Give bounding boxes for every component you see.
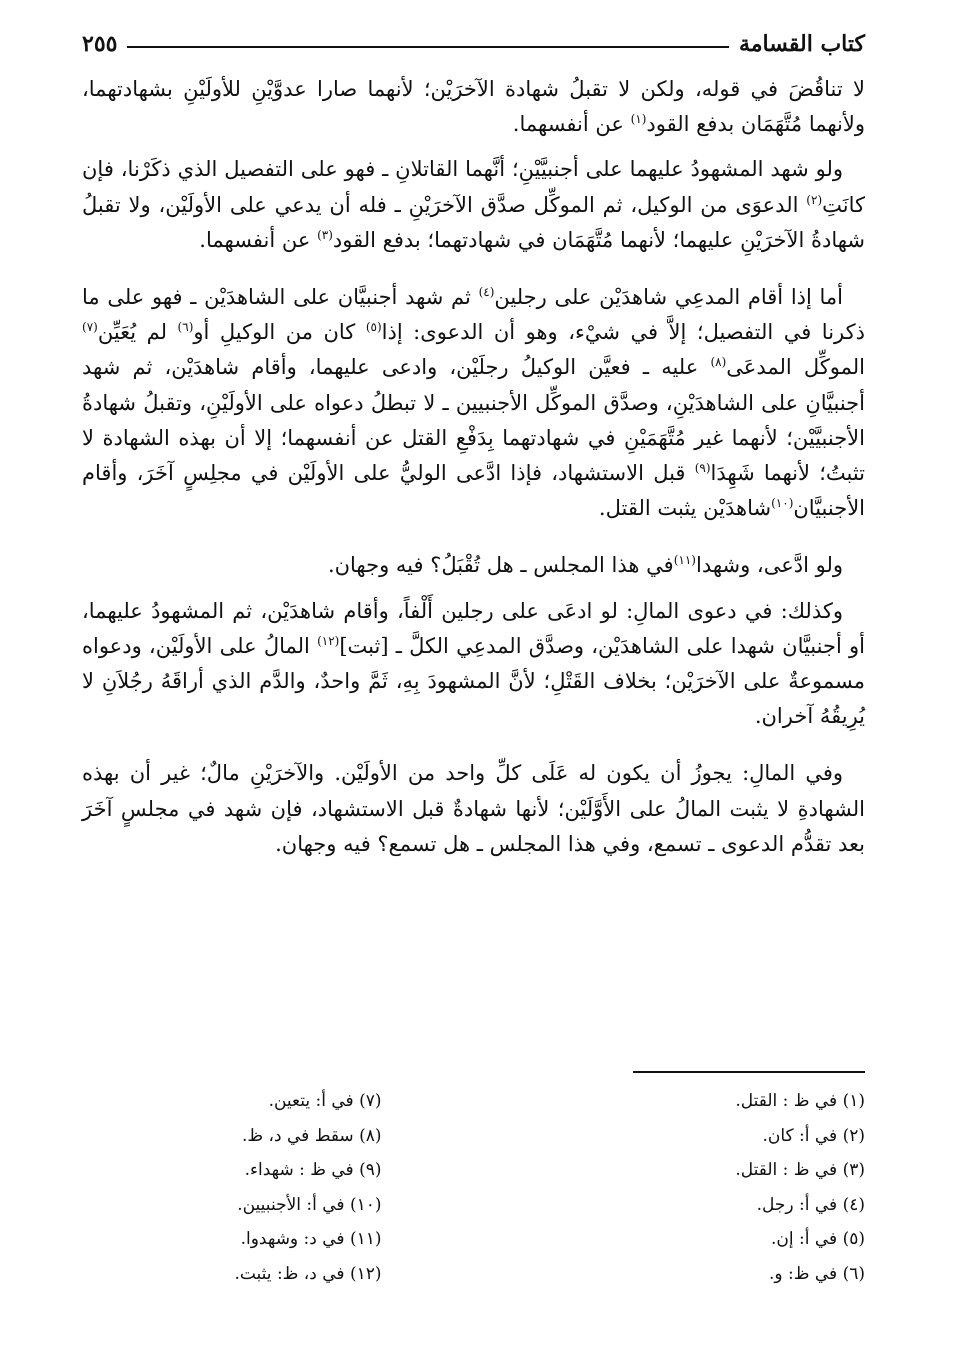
footnote: (٥) في أ: إن.: [771, 1229, 865, 1249]
footnote-separator: [633, 1071, 865, 1073]
paragraph-text: كان من الوكيلِ أو: [193, 320, 366, 345]
paragraph-text: أما إذا أقام المدعِي شاهدَيْن على رجلين: [494, 285, 844, 310]
paragraph-text: الدعوَى من الوكيل، ثم الموكِّل صدَّق الآخرَيْنِ ـ فله أن يدعي على الأولَيْن، ولا تقبلُ شهادةُ الآخرَيْنِ عليهما؛ لأنهما مُتَّهَمَان في شهادتهما؛ بدفع القود: [82, 192, 865, 252]
paragraph-text: لا تناقُضَ في قوله، ولكن لا تقبلُ شهادة الآخرَيْن؛ لأنهما صارا عدوَّيْنِ للأولَيْنِ بشهادتهما، ولأنهما مُتَّهَمَان بدفع القود: [82, 77, 865, 137]
paragraph-text: المالُ على الأولَيْن، ودعواه مسموعةٌ على الآخرَيْن؛ بخلاف القَتْلِ؛ لأنَّ المشهودَ بِهِ، ثَمَّ واحدٌ، والدَّم الذي أراقَهُ رجُلاَنِ لا يُرِيقُهُ آخران.: [82, 633, 865, 729]
footnote: (٨) سقط في د، ظ.: [242, 1125, 382, 1146]
main-text: [82, 72, 865, 862]
paragraph-gap: [82, 526, 865, 548]
footnote-marker: (١): [630, 112, 647, 127]
paragraph-text: ثم شهد أجنبيَّان على الشاهدَيْن ـ فهو على ما ذكرنا في التفصيل؛ إلاَّ في شيْء، وهو أن الدعوى: إذا: [82, 285, 865, 345]
paragraph-text: عليه ـ فعيَّن الوكيلُ رجلَيْن، وادعى عليهما، وأقام شاهدَيْن، ثم شهد أجنبيَّانِ على الشاهدَيْنِ، وصدَّق الموكِّل الأجنبيين ـ لا تبطلُ دعواه على الأولَيْنِ، وتقبلُ شهادةُ الأجنبيَّيْن؛ لأنهما غير مُتَّهَمَيْنِ في شهادتهما بِدَفْعِ القتل عن أنفسهما؛ إلا أن بهذه الشهادة لا تثبتُ؛ لأنهما شَهِدَا: [82, 355, 866, 486]
footnote-marker: (١٠): [771, 496, 794, 511]
footnote: (١١) في د: وشهدوا.: [240, 1229, 382, 1249]
paragraph-text: في هذا المجلس ـ هل تُقْبَلُ؟ فيه وجهان.: [327, 553, 674, 578]
paragraph: [82, 548, 865, 583]
paragraph-text: شاهدَيْن يثبت القتل.: [598, 496, 772, 521]
paragraph: [82, 152, 865, 258]
footnote-marker: (٥): [365, 320, 382, 335]
footnote: (٦) في ظ: و.: [769, 1263, 865, 1284]
paragraph-text: لم يُعَيِّن: [97, 320, 178, 345]
page-number: ٢٥٥: [82, 31, 118, 57]
paragraph-gap: [82, 142, 865, 152]
paragraph-text: وكذلك: في دعوى المالِ: لو ادعَى على رجلين أَلْفاً، وأقام شاهدَيْن، ثم المشهودُ عليهما، أو أجنبيَّان شهدا على الشاهدَيْن، وصدَّق المدعِي الكلَّ ـ [ثبت]: [82, 598, 865, 658]
paragraph-text: الموكِّل المدعَى: [726, 355, 865, 380]
footnote-marker: (٣): [317, 227, 333, 242]
footnote-marker: (٢): [806, 192, 823, 207]
paragraph-gap: [82, 258, 865, 280]
footnote-marker: (٦): [177, 320, 194, 335]
paragraph-text: وفي المالِ: يجوزُ أن يكون له عَلَى كلِّ واحد من الأولَيْن. والآخرَيْنِ مالٌ؛ غير أن بهذه الشهادةِ لا يثبت المالُ على الأَوَّلَيْن؛ لأنها شهادةٌ قبل الاستشهاد، فإن شهد في مجلسٍ آخَرَ بعد تقدُّم الدعوى ـ تسمع، وفي هذا المجلس ـ هل تسمع؟ فيه وجهان.: [82, 761, 865, 856]
footnotes: [82, 1084, 865, 1291]
footnote: (١٢) في د، ظ: يثبت.: [234, 1263, 382, 1284]
book-title: كتاب القسامة: [738, 31, 865, 57]
running-header: [82, 26, 865, 62]
paragraph-text: عن أنفسهما.: [199, 227, 318, 252]
footnote-marker: (٩): [694, 461, 711, 476]
footnote-marker: (١١): [673, 553, 696, 568]
footnote: (٢) في أ: كان.: [762, 1125, 865, 1146]
paragraph: [82, 756, 865, 862]
footnote: (١) في ظ : القتل.: [735, 1091, 865, 1111]
footnote-marker: (٧): [82, 320, 98, 335]
paragraph: [82, 280, 865, 526]
footnote: (١٠) في أ: الأجنبيين.: [237, 1194, 382, 1215]
paragraph: [82, 594, 865, 735]
paragraph-text: ولو ادَّعى، وشهدا: [695, 553, 843, 578]
footnote: (٩) في ظ : شهداء.: [244, 1160, 382, 1180]
footnote-marker: (١٢): [317, 633, 340, 648]
footnote-marker: (٨): [710, 355, 727, 370]
paragraph-gap: [82, 734, 865, 756]
paragraph: [82, 72, 865, 142]
paragraph-gap: [82, 584, 865, 594]
footnote: (٤) في أ: رجل.: [756, 1194, 865, 1215]
footnote: (٧) في أ: يتعين.: [268, 1091, 382, 1111]
footnotes-right-column: [474, 1084, 866, 1291]
paragraph-text: ولو شهد المشهودُ عليهما على أجنبيَّيْنِ؛ أنَّهما القاتلانِ ـ فهو على التفصيل الذي ذكَرْنا، فإن كانَتِ: [82, 157, 865, 217]
footnote: (٣) في ظ : القتل.: [735, 1160, 865, 1180]
footnote-marker: (٤): [478, 285, 495, 300]
footnotes-left-column: [82, 1084, 474, 1291]
paragraph-text: قبل الاستشهاد، فإذا ادَّعى الوليُّ على الأولَيْن في مجلِسٍ آخَرَ، وأقام الأجنبيَّان: [82, 461, 865, 521]
header-rule: [127, 46, 729, 48]
paragraph-text: عن أنفسهما.: [512, 112, 631, 137]
